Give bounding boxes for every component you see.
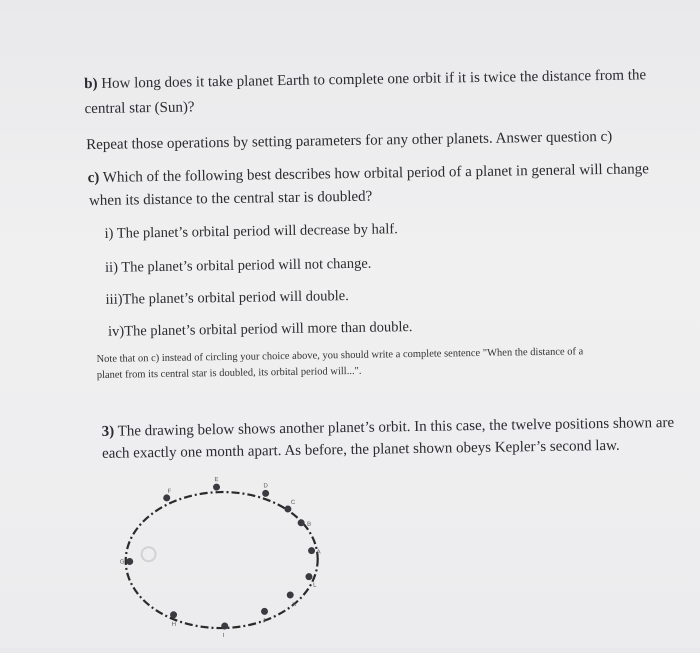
- part-b-line2: central star (Sun)?: [84, 99, 195, 118]
- question-3-line1: 3) The drawing below shows another planet’s orbit. In this case, the twelve positions shown are: [101, 414, 675, 440]
- option-iii: iii)The planet’s orbital period will double.: [105, 288, 349, 308]
- option-ii: ii) The planet’s orbital period will not change.: [104, 255, 372, 276]
- label-l: L: [313, 582, 317, 589]
- repeat-instruction: Repeat those operations by setting parameters for any other planets. Answer question c): [86, 128, 613, 154]
- option-iv: iv)The planet’s orbital period will more than double.: [107, 319, 413, 340]
- label-j: J: [262, 618, 266, 625]
- note-line1: Note that on c) instead of circling your choice above, you should write a complete sentence "When the distance of a: [96, 346, 584, 365]
- position-a: [308, 547, 315, 554]
- orbit-positions: [125, 482, 316, 631]
- question-3-line2: each exactly one month apart. As before, the planet shown obeys Kepler’s second law.: [101, 437, 620, 462]
- position-c: [284, 505, 291, 512]
- star-icon: [141, 547, 155, 561]
- part-c-line2: when its distance to the central star is doubled?: [88, 188, 373, 210]
- label-i: I: [222, 633, 225, 640]
- label-c: C: [290, 499, 296, 506]
- label-g: G: [119, 559, 125, 566]
- position-k: [287, 591, 294, 598]
- label-a: A: [316, 549, 321, 556]
- note-line2: planet from its central star is doubled, its orbital period will...".: [96, 365, 362, 381]
- label-k: K: [292, 601, 297, 608]
- orbit-diagram: [102, 470, 345, 644]
- position-e: [213, 484, 220, 491]
- position-d: [262, 490, 269, 497]
- position-f: [163, 494, 170, 501]
- position-j: [261, 608, 268, 615]
- label-b: B: [307, 521, 312, 528]
- part-b-line1: b) How long does it take planet Earth to complete one orbit if it is twice the distance from the: [84, 67, 647, 93]
- position-l: [305, 573, 312, 580]
- label-e: E: [214, 477, 219, 484]
- label-f: F: [167, 488, 172, 495]
- position-g: [126, 558, 133, 565]
- part-c-line1: c) Which of the following best describes how orbital period of a planet in general will change: [87, 161, 649, 187]
- option-i: i) The planet’s orbital period will decrease by half.: [104, 221, 398, 242]
- label-h: H: [171, 621, 177, 628]
- label-d: D: [263, 483, 268, 490]
